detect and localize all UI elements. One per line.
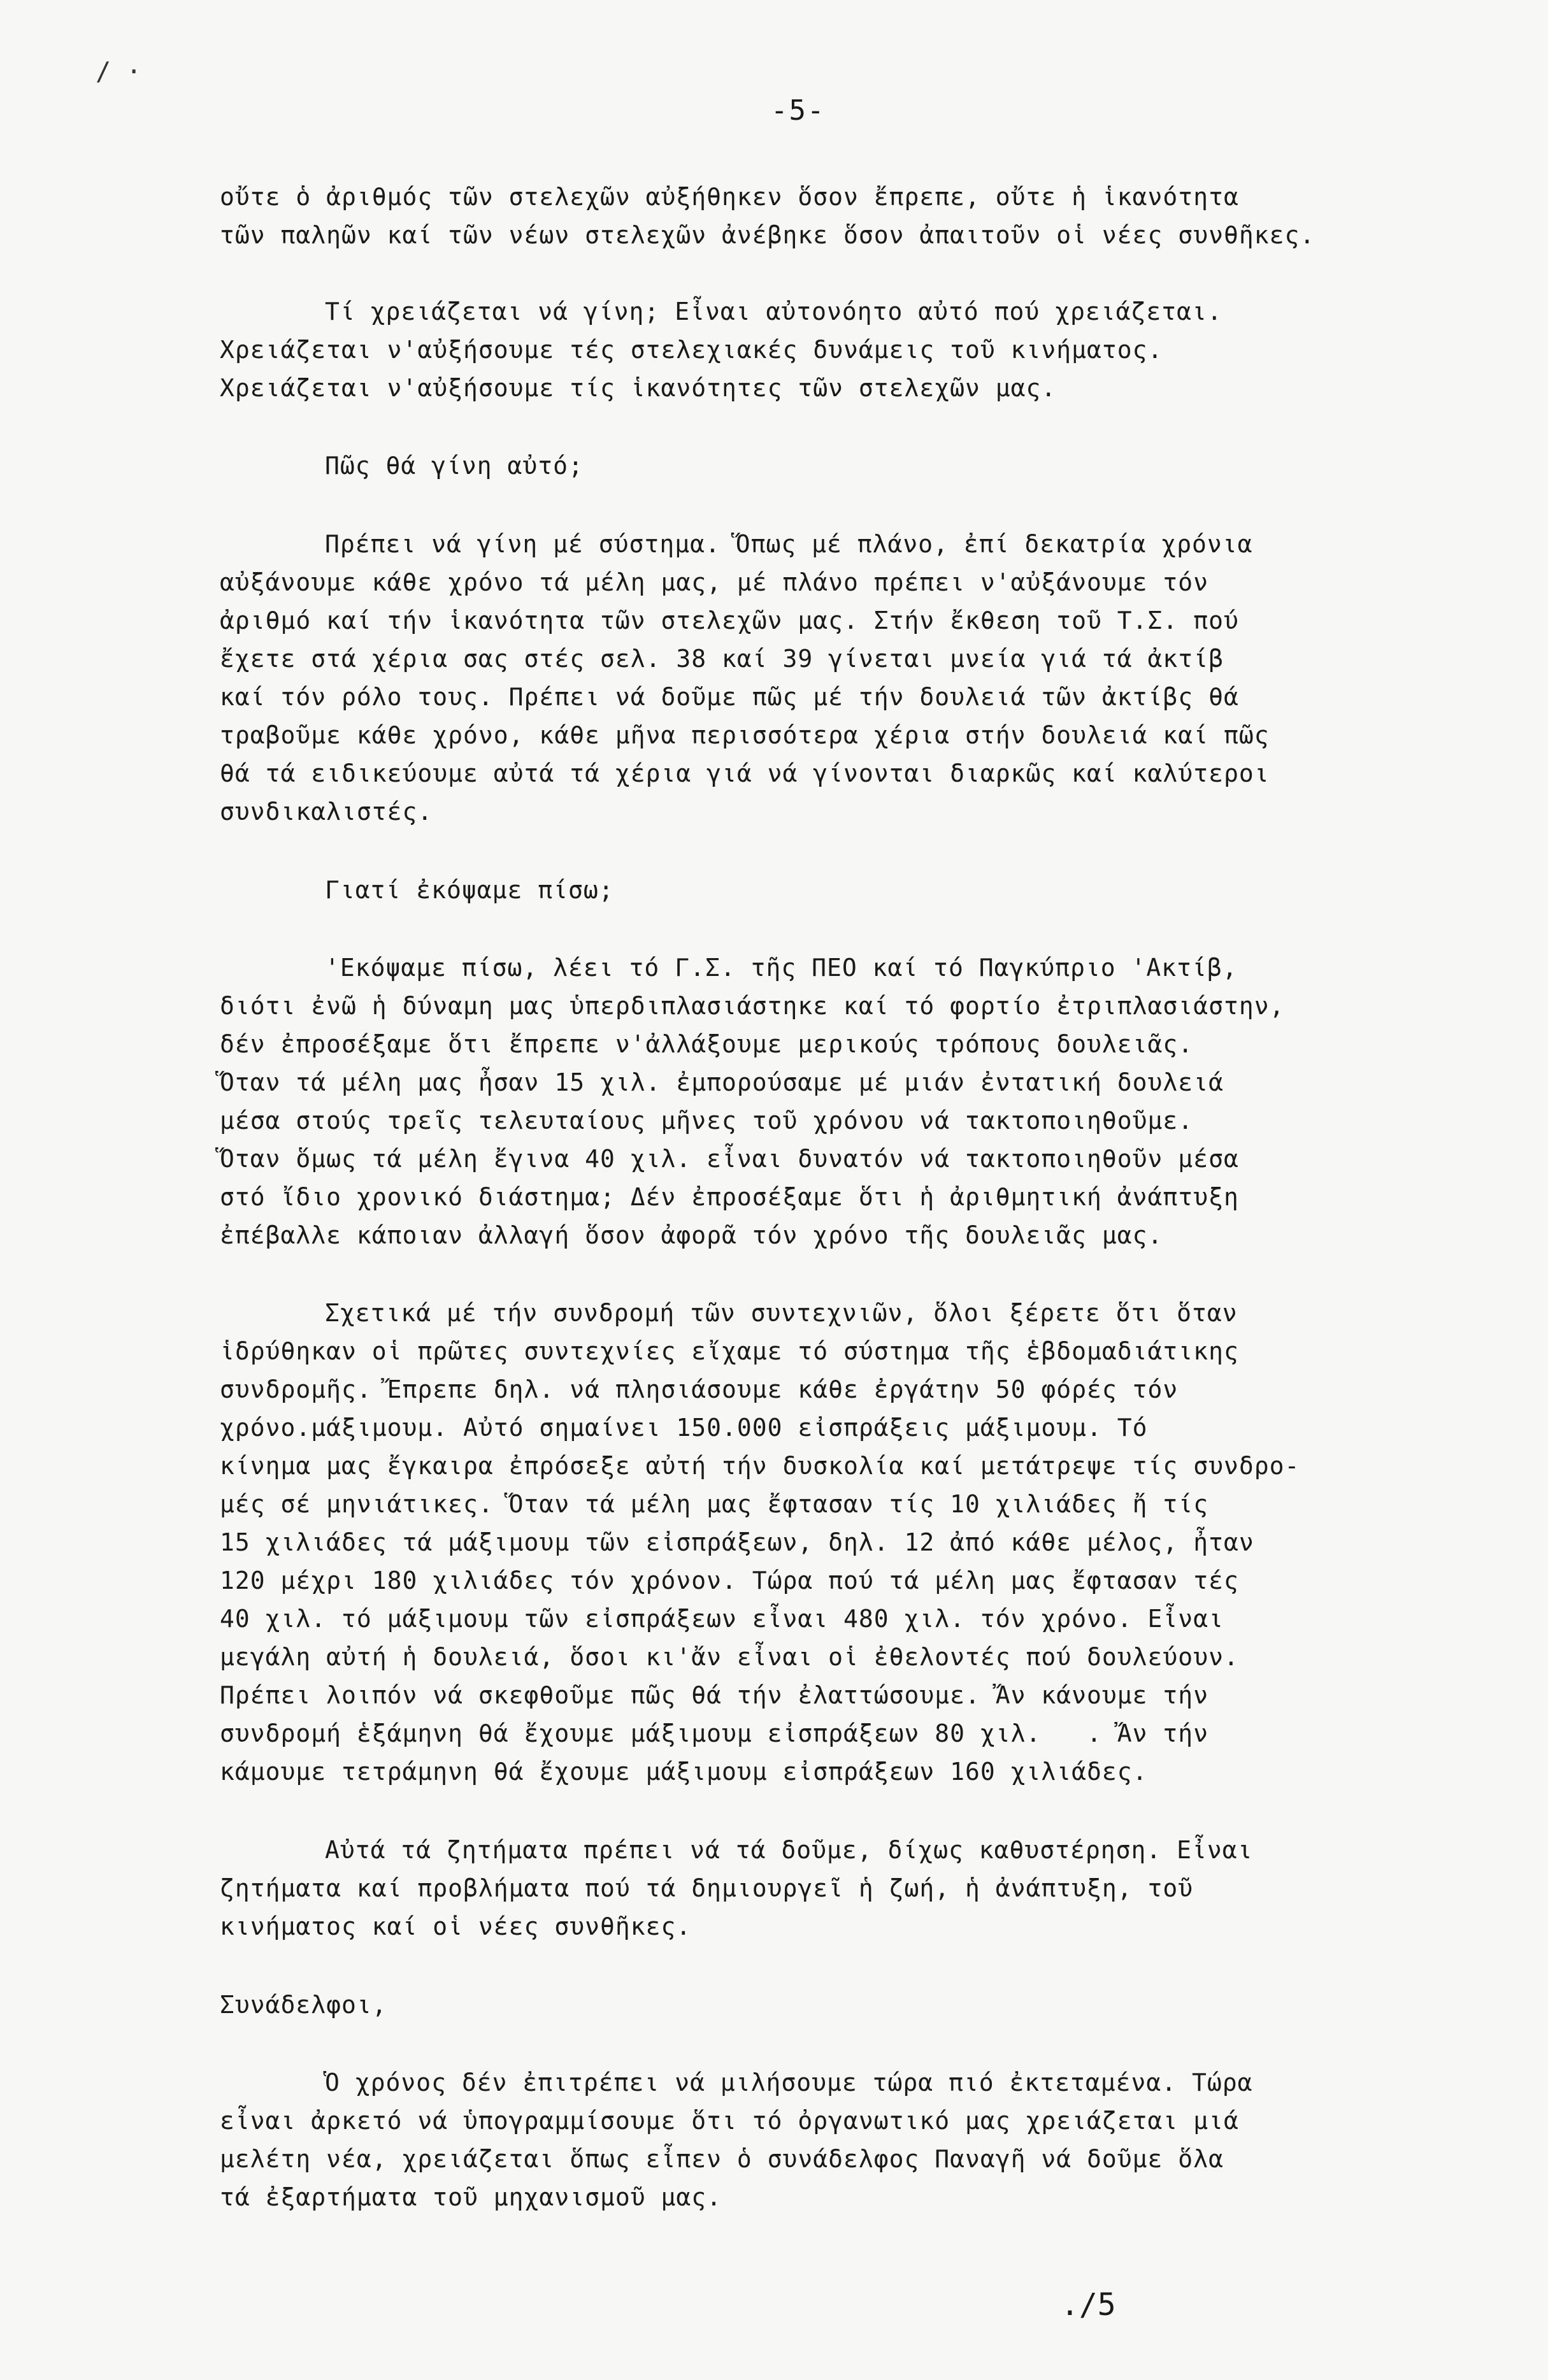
- text-line: μές σέ μηνιάτικες. Ὅταν τά μέλη μας ἔφτασαν τίς 10 χιλιάδες ἤ τίς: [220, 1490, 1209, 1518]
- text-line: Γιατί ἐκόψαμε πίσω;: [325, 876, 614, 904]
- text-line: ἔχετε στά χέρια σας στές σελ. 38 καί 39 γίνεται μνεία γιά τά ἀκτίβ: [220, 645, 1224, 673]
- text-line: τά ἐξαρτήματα τοῦ μηχανισμοῦ μας.: [220, 2183, 722, 2211]
- text-line: μέσα στούς τρεῖς τελευταίους μῆνες τοῦ χρόνου νά τακτοποιηθοῦμε.: [220, 1107, 1194, 1135]
- text-line: τῶν παληῶν καί τῶν νέων στελεχῶν ἀνέβηκε ὅσον ἀπαιτοῦν οἱ νέες συνθῆκες.: [220, 221, 1315, 249]
- text-line: καί τόν ρόλο τους. Πρέπει νά δοῦμε πῶς μέ τήν δουλειά τῶν ἀκτίβς θά: [220, 683, 1239, 711]
- text-line: διότι ἐνῶ ἡ δύναμη μας ὑπερδιπλασιάστηκε καί τό φορτίο ἐτριπλασιάστην,: [220, 992, 1285, 1020]
- text-line: κίνημα μας ἔγκαιρα ἐπρόσεξε αὐτή τήν δυσκολία καί μετάτρεψε τίς συνδρο-: [220, 1452, 1300, 1480]
- text-line: Χρειάζεται ν'αὐξήσουμε τές στελεχιακές δυνάμεις τοῦ κινήματος.: [220, 336, 1163, 364]
- text-line: χρόνο.μάξιμουμ. Αὐτό σημαίνει 150.000 εἰσπράξεις μάξιμουμ. Τό: [220, 1414, 1148, 1442]
- text-line: κινήματος καί οἱ νέες συνθῆκες.: [220, 1912, 692, 1940]
- text-line: θά τά ειδικεύουμε αὐτά τά χέρια γιά νά γίνονται διαρκῶς καί καλύτεροι: [220, 759, 1270, 787]
- text-line: Πρέπει λοιπόν νά σκεφθοῦμε πῶς θά τήν ἐλαττώσουμε. Ἄν κάνουμε τήν: [220, 1681, 1209, 1709]
- text-line: Αὐτά τά ζητήματα πρέπει νά τά δοῦμε, δίχως καθυστέρηση. Εἶναι: [325, 1836, 1253, 1864]
- text-line: συνδικαλιστές.: [220, 798, 433, 826]
- text-line: Ὁ χρόνος δέν ἐπιτρέπει νά μιλήσουμε τώρα πιό ἐκτεταμένα. Τώρα: [325, 2068, 1253, 2097]
- text-line: 40 χιλ. τό μάξιμουμ τῶν εἰσπράξεων εἶναι 480 χιλ. τόν χρόνο. Εἶναι: [220, 1605, 1224, 1633]
- text-line: κάμουμε τετράμηνη θά ἔχουμε μάξιμουμ εἰσπράξεων 160 χιλιάδες.: [220, 1758, 1148, 1786]
- text-line: 120 μέχρι 180 χιλιάδες τόν χρόνον. Τώρα πού τά μέλη μας ἔφτασαν τές: [220, 1566, 1239, 1595]
- text-line: δέν ἐπροσέξαμε ὅτι ἔπρεπε ν'ἀλλάξουμε μερικούς τρόπους δουλειᾶς.: [220, 1030, 1194, 1058]
- text-line: Χρειάζεται ν'αὐξήσουμε τίς ἱκανότητες τῶν στελεχῶν μας.: [220, 374, 1057, 402]
- text-line: Τί χρειάζεται νά γίνη; Εἶναι αὐτονόητο αὐτό πού χρειάζεται.: [325, 298, 1222, 326]
- text-line: εἶναι ἀρκετό νά ὑπογραμμίσουμε ὅτι τό ὀργανωτικό μας χρειάζεται μιά: [220, 2107, 1239, 2135]
- text-line: τραβοῦμε κάθε χρόνο, κάθε μῆνα περισσότερα χέρια στήν δουλειά καί πῶς: [220, 721, 1270, 749]
- text-line: 'Εκόψαμε πίσω, λέει τό Γ.Σ. τῆς ΠΕΟ καί τό Παγκύπριο 'Ακτίβ,: [325, 954, 1238, 982]
- continuation-mark: ./5: [1061, 2287, 1116, 2323]
- text-line: Πρέπει νά γίνη μέ σύστημα. Ὅπως μέ πλάνο, ἐπί δεκατρία χρόνια: [325, 530, 1253, 558]
- text-line: μεγάλη αὐτή ἡ δουλειά, ὅσοι κι'ἄν εἶναι οἱ ἐθελοντές πού δουλεύουν.: [220, 1643, 1239, 1671]
- text-line: ἀριθμό καί τήν ἱκανότητα τῶν στελεχῶν μας. Στήν ἔκθεση τοῦ Τ.Σ. πού: [220, 606, 1239, 634]
- text-line: συνδρομή ἑξάμηνη θά ἔχουμε μάξιμουμ εἰσπράξεων 80 χιλ. . Ἄν τήν: [220, 1719, 1209, 1747]
- text-line: Πῶς θά γίνη αὐτό;: [325, 452, 584, 480]
- text-line: συνδρομῆς. Ἔπρεπε δηλ. νά πλησιάσουμε κάθε ἐργάτην 50 φόρές τόν: [220, 1375, 1179, 1403]
- text-line: αὐξάνουμε κάθε χρόνο τά μέλη μας, μέ πλάνο πρέπει ν'αὐξάνουμε τόν: [220, 568, 1209, 596]
- text-line: μελέτη νέα, χρειάζεται ὅπως εἶπεν ὁ συνάδελφος Παναγῆ νά δοῦμε ὅλα: [220, 2145, 1224, 2173]
- text-line: Ὅταν τά μέλη μας ἦσαν 15 χιλ. ἐμπορούσαμε μέ μιάν ἐντατική δουλειά: [220, 1068, 1224, 1096]
- salutation-line: Συνάδελφοι,: [220, 1991, 387, 2019]
- text-line: Ὅταν ὅμως τά μέλη ἔγινα 40 χιλ. εἶναι δυνατόν νά τακτοποιηθοῦν μέσα: [220, 1145, 1239, 1173]
- text-line: ἱδρύθηκαν οἱ πρῶτες συντεχνίες εἴχαμε τό σύστημα τῆς ἑβδομαδιάτικης: [220, 1337, 1239, 1365]
- page-number: -5-: [771, 94, 826, 127]
- text-line: ἐπέβαλλε κάποιαν ἀλλαγή ὅσον ἀφορᾶ τόν χρόνο τῆς δουλειᾶς μας.: [220, 1221, 1163, 1249]
- text-line: οὔτε ὁ ἀριθμός τῶν στελεχῶν αὐξήθηκεν ὅσον ἔπρεπε, οὔτε ἡ ἱκανότητα: [220, 183, 1239, 211]
- text-line: στό ἴδιο χρονικό διάστημα; Δέν ἐπροσέξαμε ὅτι ἡ ἀριθμητική ἀνάπτυξη: [220, 1183, 1239, 1211]
- margin-mark: / ·: [96, 57, 142, 87]
- text-line: Σχετικά μέ τήν συνδρομή τῶν συντεχνιῶν, ὅλοι ξέρετε ὅτι ὅταν: [325, 1299, 1238, 1327]
- text-line: 15 χιλιάδες τά μάξιμουμ τῶν εἰσπράξεων, δηλ. 12 ἀπό κάθε μέλος, ἦταν: [220, 1528, 1254, 1556]
- text-line: ζητήματα καί προβλήματα πού τά δημιουργεῖ ἡ ζωή, ἡ ἀνάπτυξη, τοῦ: [220, 1874, 1194, 1902]
